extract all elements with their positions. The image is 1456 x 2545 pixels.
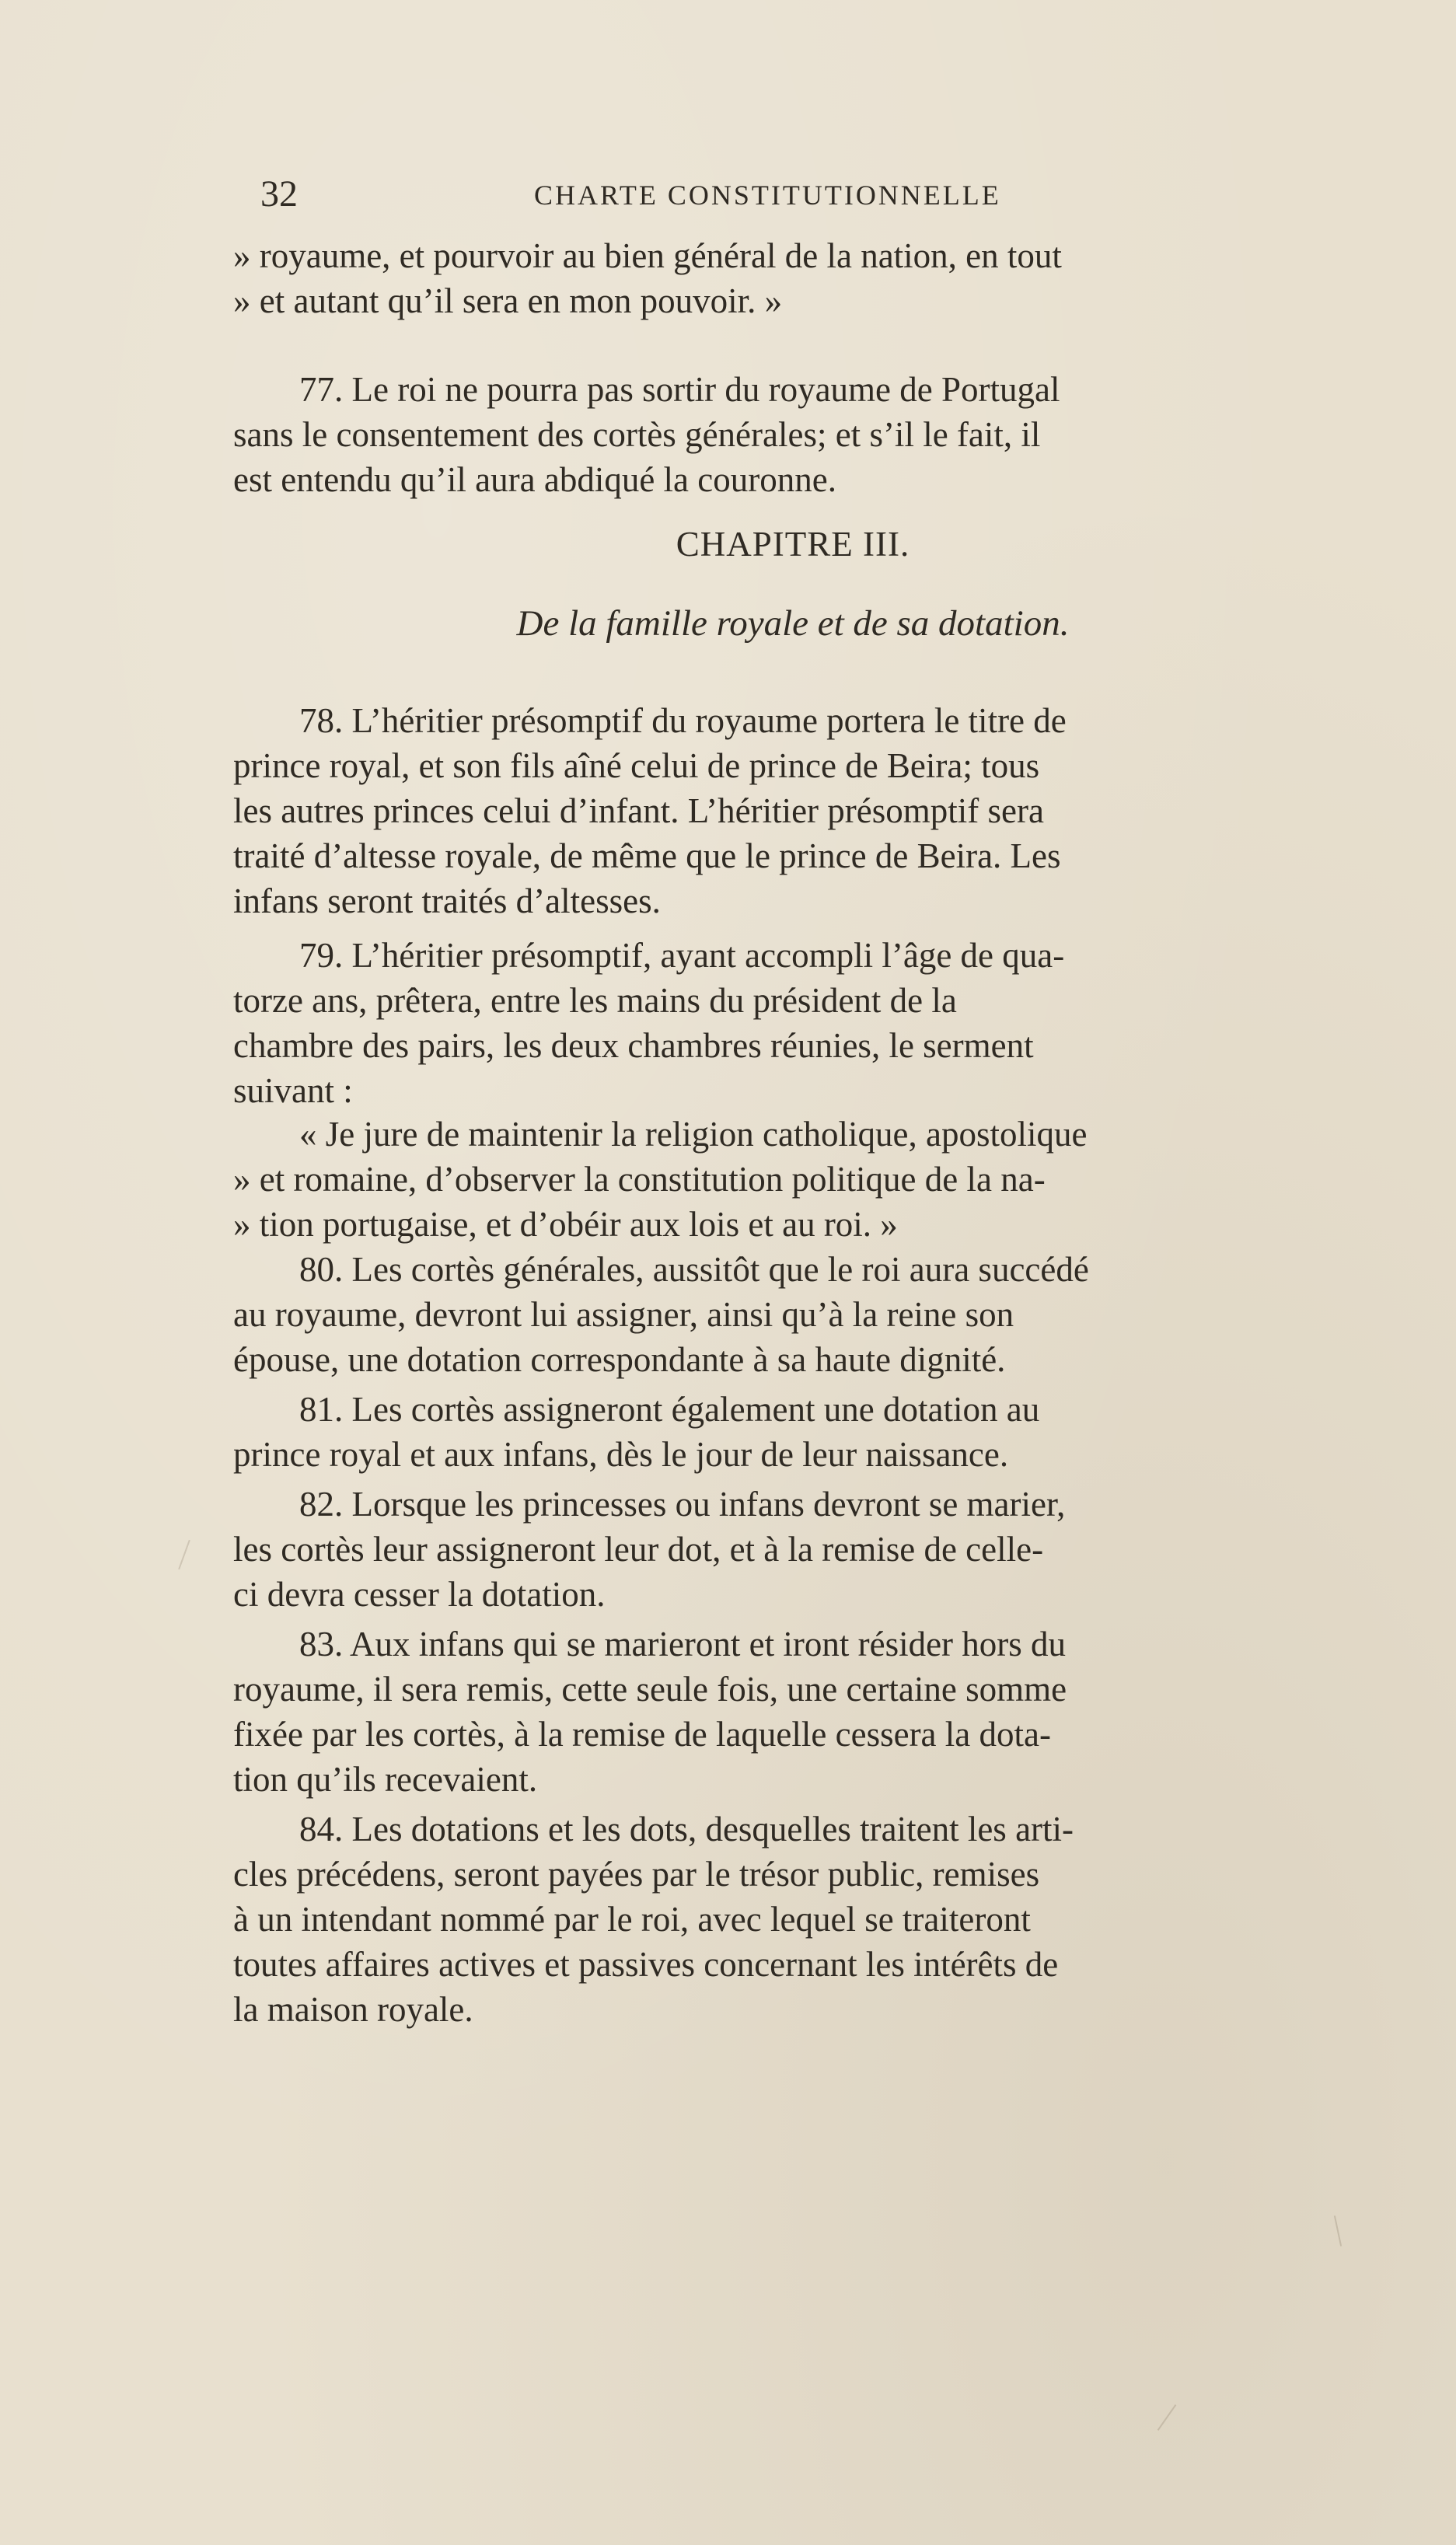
article-line: suivant : bbox=[233, 1071, 353, 1110]
text-line: 77. Le roi ne pourra pas sortir du royaume de Portugal bbox=[299, 370, 1060, 409]
paper-mark bbox=[178, 1540, 190, 1569]
article-line: 84. Les dotations et les dots, desquelles traitent les arti- bbox=[299, 1810, 1074, 1849]
article-line: au royaume, devront lui assigner, ainsi qu’à la reine son bbox=[233, 1295, 1014, 1334]
running-title: CHARTE CONSTITUTIONNELLE bbox=[534, 180, 1001, 211]
article-line: 79. L’héritier présomptif, ayant accompli l’âge de qua- bbox=[299, 936, 1065, 975]
chapter-title: CHAPITRE III. bbox=[676, 525, 910, 564]
article-line: prince royal et aux infans, dès le jour de leur naissance. bbox=[233, 1435, 1009, 1474]
article-line: les cortès leur assigneront leur dot, et à la remise de celle- bbox=[233, 1530, 1044, 1569]
article-line: » tion portugaise, et d’obéir aux lois et au roi. » bbox=[233, 1205, 898, 1244]
article-line: à un intendant nommé par le roi, avec lequel se traiteront bbox=[233, 1900, 1031, 1939]
article-line: 83. Aux infans qui se marieront et iront résider hors du bbox=[299, 1625, 1067, 1664]
article-line: traité d’altesse royale, de même que le prince de Beira. Les bbox=[233, 836, 1061, 875]
article-line: prince royal, et son fils aîné celui de prince de Beira; tous bbox=[233, 746, 1040, 785]
chapter-subtitle: De la famille royale et de sa dotation. bbox=[516, 603, 1070, 644]
article-line: chambre des pairs, les deux chambres réunies, le serment bbox=[233, 1026, 1034, 1065]
article-line: toutes affaires actives et passives concernant les intérêts de bbox=[233, 1945, 1059, 1984]
article-line: 81. Les cortès assigneront également une dotation au bbox=[299, 1390, 1040, 1429]
text-line: sans le consentement des cortès générales; et s’il le fait, il bbox=[233, 415, 1041, 454]
page-number: 32 bbox=[260, 173, 298, 215]
paper-mark bbox=[1334, 2215, 1342, 2247]
article-line: fixée par les cortès, à la remise de laquelle cessera la dota- bbox=[233, 1715, 1051, 1754]
article-line: 82. Lorsque les princesses ou infans devront se marier, bbox=[299, 1485, 1066, 1524]
text-line: » royaume, et pourvoir au bien général de la nation, en tout bbox=[233, 236, 1062, 275]
paper-mark bbox=[1157, 2404, 1177, 2431]
article-line: » et romaine, d’observer la constitution politique de la na- bbox=[233, 1160, 1046, 1199]
page-header bbox=[260, 171, 1349, 225]
article-line: royaume, il sera remis, cette seule fois, une certaine somme bbox=[233, 1670, 1067, 1709]
article-line: ci devra cesser la dotation. bbox=[233, 1575, 606, 1614]
article-line: infans seront traités d’altesses. bbox=[233, 881, 661, 920]
article-line: les autres princes celui d’infant. L’héritier présomptif sera bbox=[233, 791, 1044, 830]
article-line: cles précédens, seront payées par le trésor public, remises bbox=[233, 1855, 1040, 1894]
text-line: » et autant qu’il sera en mon pouvoir. » bbox=[233, 281, 783, 320]
article-line: épouse, une dotation correspondante à sa haute dignité. bbox=[233, 1340, 1006, 1379]
article-line: la maison royale. bbox=[233, 1990, 473, 2029]
article-line: 80. Les cortès générales, aussitôt que le roi aura succédé bbox=[299, 1250, 1089, 1289]
article-line: tion qu’ils recevaient. bbox=[233, 1760, 538, 1799]
article-line: « Je jure de maintenir la religion catholique, apostolique bbox=[299, 1115, 1088, 1154]
text-line: est entendu qu’il aura abdiqué la couronne. bbox=[233, 460, 836, 499]
article-line: torze ans, prêtera, entre les mains du président de la bbox=[233, 981, 957, 1020]
article-line: 78. L’héritier présomptif du royaume portera le titre de bbox=[299, 701, 1067, 740]
